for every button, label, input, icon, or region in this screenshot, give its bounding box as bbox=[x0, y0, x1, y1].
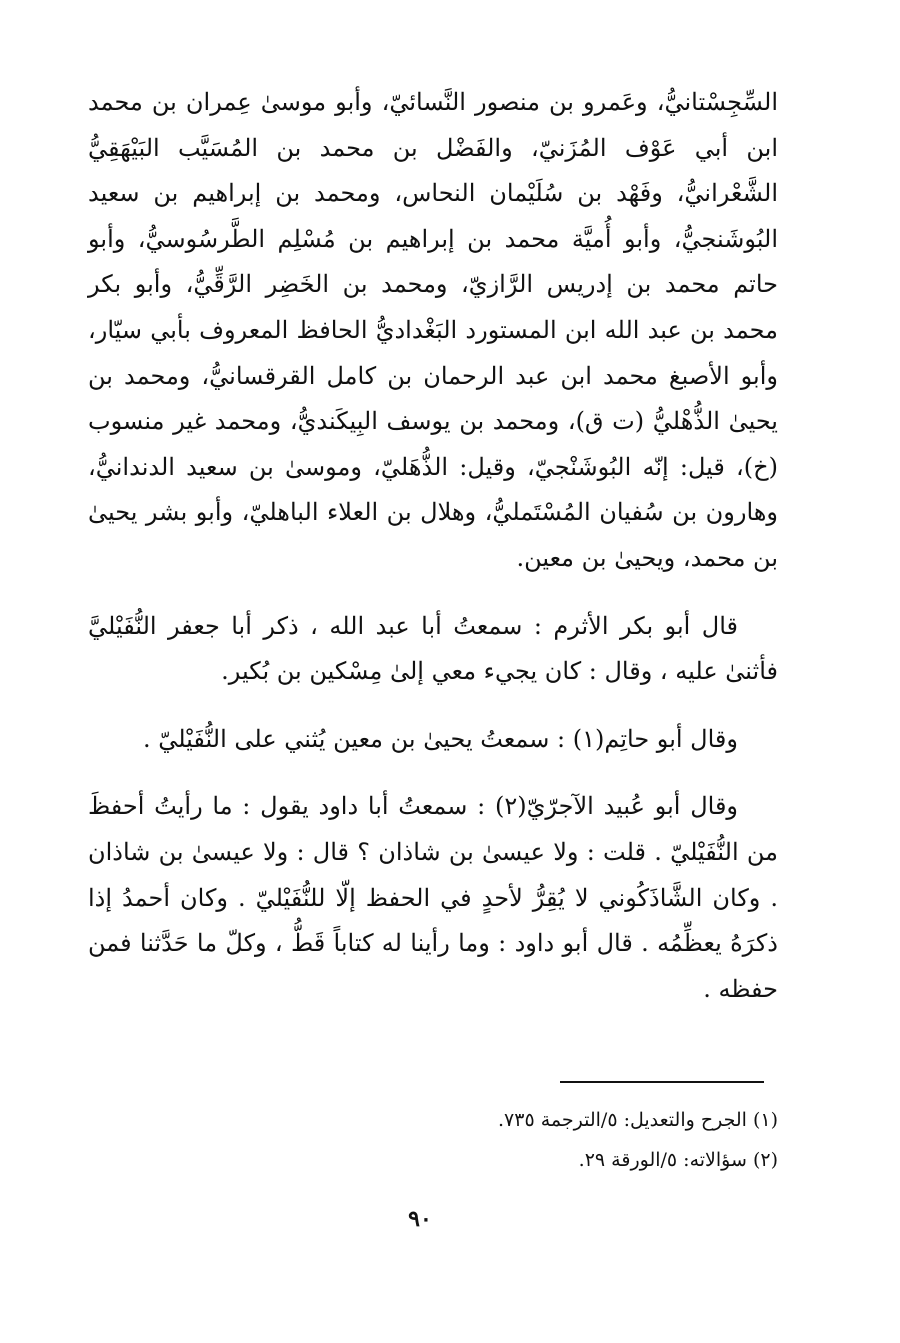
paragraph-athram-quote: قال أبو بكر الأثرم : سمعتُ أبا عبد الله ، ذكر أبا جعفر النُّفَيْليَّ فأثنىٰ عليه ، وقال : كان يجيء معي إلىٰ مِسْكين بن بُكير. bbox=[88, 611, 778, 686]
paragraph-abu-hatim-quote: وقال أبو حاتِم(١) : سمعتُ يحيىٰ بن معين يُثني على النُّفَيْليّ . bbox=[142, 724, 738, 753]
footnote-2: (٢) سؤالاته: ٥/الورقة ٢٩. bbox=[578, 1149, 778, 1171]
page-number: ٩٠ bbox=[408, 1206, 432, 1232]
footnote-divider bbox=[560, 1081, 764, 1083]
paragraph-ajurri-quote: وقال أبو عُبيد الآجرّيّ(٢) : سمعتُ أبا داود يقول : ما رأيتُ أحفظَ من النُّفَيْليّ . قلت : ولا عيسىٰ بن شاذان ؟ قال : ولا عيسىٰ بن شاذان . وكان الشَّاذَكُوني لا يُقِرُّ لأحدٍ في الحفظ إلّا للنُّفَيْليّ . وكان أحمدُ إذا ذكرَهُ يعظِّمُه . قال أبو داود : وما رأينا له كتاباً قَطُّ ، وكلّ ما حَدَّثنا فمن حفظه . bbox=[88, 792, 778, 1003]
paragraph-students-list: السِّجِسْتانيُّ، وعَمرو بن منصور النَّسائيّ، وأبو موسىٰ عِمران بن محمد ابن أبي عَوْف المُزَنيّ، والفَضْل بن محمد بن المُسَيَّب البَيْهَقِيُّ الشَّعْرانيُّ، وفَهْد بن سُلَيْمان النحاس، ومحمد بن إبراهيم بن سعيد البُوشَنجيُّ، وأبو أُميَّة محمد بن إبراهيم بن مُسْلِم الطَّرسُوسيُّ، وأبو حاتم محمد بن إدريس الرَّازيّ، ومحمد بن الخَضِر الرَّقِّيُّ، وأبو بكر محمد بن عبد الله ابن المستورد البَغْداديُّ الحافظ المعروف بأبي سيّار، وأبو الأصبغ محمد ابن عبد الرحمان بن كامل القرقسانيُّ، ومحمد بن يحيىٰ الذُّهْليُّ (ت ق)، ومحمد بن يوسف البِيكَنديُّ، ومحمد غير منسوب (خ)، قيل: إنّه البُوشَنْجيّ، وقيل: الذُّهَليّ، وموسىٰ بن سعيد الدندانيُّ، وهارون بن سُفيان المُسْتَمليُّ، وهلال بن العلاء الباهليّ، وأبو بشر يحيىٰ بن محمد، ويحيىٰ بن معين. bbox=[88, 88, 778, 572]
footnotes bbox=[88, 1100, 778, 1180]
footnote-1: (١) الجرح والتعديل: ٥/الترجمة ٧٣٥. bbox=[498, 1109, 778, 1131]
body-text bbox=[88, 80, 778, 1012]
